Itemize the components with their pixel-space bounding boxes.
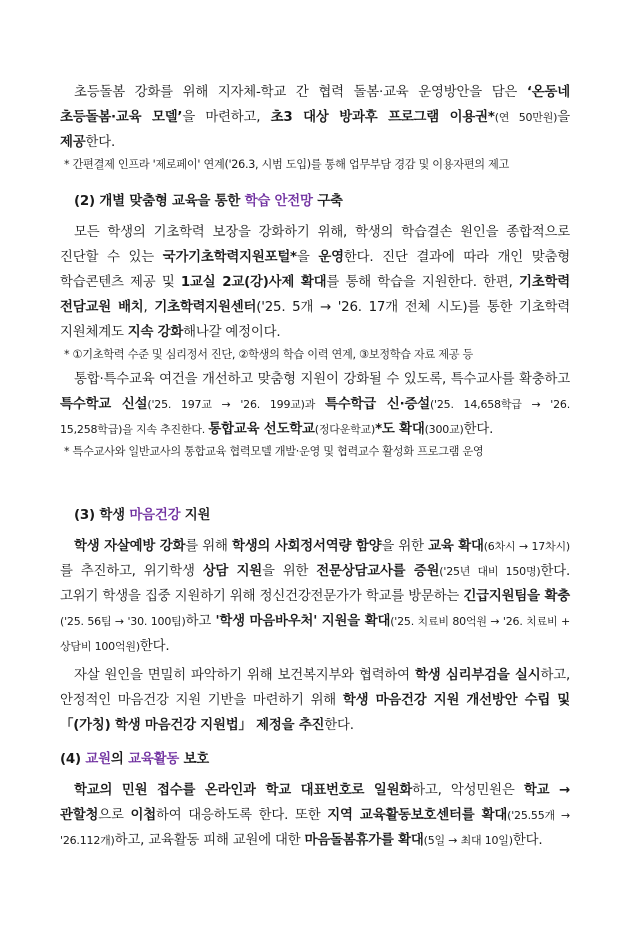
text-run: 으로 xyxy=(98,808,131,823)
section-heading-learning-safety-net xyxy=(60,190,570,214)
bold-run: 교육 확대 xyxy=(428,539,484,554)
bold-run: 학생 자살예방 강화 xyxy=(74,539,186,554)
bold-run: 학생의 사회정서역량 함양 xyxy=(231,539,382,554)
bold-run: '학생 마음바우처' 지원을 확대 xyxy=(215,614,391,629)
heading-text: 보호 xyxy=(179,752,209,767)
bold-run: 마음돌봄휴가를 확대 xyxy=(304,833,424,848)
bold-run: 기초학력지원센터 xyxy=(154,300,257,315)
small-run: ('25. 14,658학급 → '26. 15,258학급)을 지속 추진한다. xyxy=(60,398,571,436)
text-run: 초등돌봄 강화를 위해 지자체-학교 간 협력 돌봄·교육 운영방안을 담은 xyxy=(74,85,527,100)
heading-text: (3) 학생 xyxy=(74,508,130,523)
small-run: (정다운학교) xyxy=(314,423,376,436)
section-3 xyxy=(60,504,570,738)
small-run: ('25. 197교 → '26. 199교)과 xyxy=(147,398,325,411)
text-run: 한다. 진단 결과에 따라 개인 맞춤형 학습콘텐츠 제공 및 xyxy=(60,250,570,290)
text-run: 한다. xyxy=(512,833,543,848)
paragraph-special-education xyxy=(60,367,570,442)
text-run: 를 위해 xyxy=(185,539,232,554)
bold-run: 특수학급 신·증설 xyxy=(324,397,430,412)
text-run: 해나갈 예정이다. xyxy=(183,325,281,340)
bold-run: 기초학력 전담교원 배치 xyxy=(60,275,570,315)
text-run: 을 마련하고, xyxy=(182,110,271,125)
text-run: 하여 대응하도록 한다. 또한 xyxy=(155,808,328,823)
text-run: , xyxy=(143,300,155,315)
text-run: 을 위한 xyxy=(262,564,317,579)
footnote-zeropay: * 간편결제 인프라 '제로페이' 연계('26.3, 시범 도입)를 통해 업무부담 경감 및 이용자편의 제고 xyxy=(64,158,510,171)
text-run: 한다. xyxy=(85,135,116,150)
text-run: 를 추진하고, 위기학생 xyxy=(60,564,203,579)
paragraph-suicide-prevention xyxy=(60,534,570,659)
paragraph-after-school-care xyxy=(60,80,570,155)
text-run: 을 xyxy=(557,110,571,125)
bold-run: 초3 대상 방과후 프로그램 이용권* xyxy=(270,110,495,125)
bold-run: 상담 지원 xyxy=(202,564,263,579)
section-1 xyxy=(60,80,570,175)
bold-run: 긴급지원팀을 확충 xyxy=(463,589,570,604)
text-run: 한다. 고위기 학생을 집중 지원하기 위해 정신건강전문가가 학교를 방문하는 xyxy=(60,564,571,604)
text-run: 하고, 악성민원은 xyxy=(412,783,524,798)
paragraph-basic-literacy xyxy=(60,220,570,345)
footnote-inclusive-education: * 특수교사와 일반교사의 통합교육 협력모델 개발·운영 및 협력교수 활성화 프로그램 운영 xyxy=(64,445,484,458)
heading-text: 구축 xyxy=(312,194,343,209)
section-4 xyxy=(60,748,570,853)
small-run: ('25. 56팀 → '30. 100팀) xyxy=(60,615,186,628)
section-heading-mental-health xyxy=(60,504,570,528)
small-run: ('25. 치료비 80억원 → '26. 치료비 + 상담비 100억원) xyxy=(60,615,570,653)
bold-run: 이첩 xyxy=(130,808,156,823)
bold-run: 특수학교 신설 xyxy=(60,397,148,412)
paragraph-psychological-autopsy xyxy=(60,663,570,738)
text-run: 하고, 안정적인 마음건강 지원 기반을 마련하기 위해 xyxy=(60,668,570,708)
heading-text: 지원 xyxy=(180,508,211,523)
text-run: 모든 학생의 기초학력 보장을 강화하기 위해, 학생의 학습결손 원인을 종합적으로 진단할 수 있는 xyxy=(60,225,570,265)
bold-run: ‘온동네 초등돌봄·교육 모델’ xyxy=(60,85,570,125)
bold-run: 학교의 민원 접수를 온라인과 학교 대표번호로 일원화 xyxy=(74,783,413,798)
heading-highlight: 교원 xyxy=(85,752,111,767)
bold-run: 학교 → 관할청 xyxy=(60,783,570,823)
text-run: 하고 xyxy=(185,614,216,629)
heading-highlight: 학습 안전망 xyxy=(244,194,313,209)
text-run: 한다. xyxy=(463,422,494,437)
heading-highlight: 교육활동 xyxy=(128,752,180,767)
text-run: 통합·특수교육 여건을 개선하고 맞춤형 지원이 강화될 수 있도록, 특수교사를 확충하고 xyxy=(74,372,570,387)
text-run: 을 xyxy=(296,250,319,265)
small-run: (300교) xyxy=(424,423,464,436)
text-run: ('25. 5개 → '26. 17개 전체 시도)를 통한 기초학력 지원체계도 xyxy=(60,300,570,340)
text-run: 하고, 교육활동 피해 교원에 대한 xyxy=(114,833,305,848)
small-run: ('25.55개 → '26.112개) xyxy=(60,809,570,847)
bold-run: *도 확대 xyxy=(375,422,425,437)
bold-run: 국가기초학력지원포털* xyxy=(162,250,297,265)
heading-highlight: 마음건강 xyxy=(129,508,181,523)
bold-run: 지속 강화 xyxy=(127,325,184,340)
small-run: (연 50만원) xyxy=(494,111,558,124)
small-run: ('25년 대비 150명) xyxy=(439,565,541,578)
text-run: 한다. xyxy=(139,639,170,654)
small-run: (6차시 → 17차시) xyxy=(483,540,571,553)
small-run: (5일 → 최대 10일) xyxy=(423,834,513,847)
section-2 xyxy=(60,190,570,462)
bold-run: 전문상담교사를 증원 xyxy=(316,564,440,579)
heading-text: (2) 개별 맞춤형 교육을 통한 xyxy=(74,194,245,209)
bold-run: 통합교육 선도학교 xyxy=(208,422,315,437)
heading-text: (4) xyxy=(60,752,86,767)
section-heading-teacher-protection xyxy=(60,748,570,772)
footnote-literacy-portal: * ①기초학력 수준 및 심리정서 진단, ②학생의 학습 이력 연계, ③보정학습 자료 제공 등 xyxy=(64,348,474,361)
text-run: 을 위한 xyxy=(381,539,429,554)
bold-run: 학생 심리부검을 실시 xyxy=(414,668,541,683)
text-run: 한다. xyxy=(324,718,354,733)
bold-run: 1교실 2교(강)사제 확대 xyxy=(180,275,327,290)
heading-text: 의 xyxy=(110,752,129,767)
text-run: 를 통해 학습을 지원한다. 한편, xyxy=(326,275,520,290)
text-run: 자살 원인을 면밀히 파악하기 위해 보건복지부와 협력하여 xyxy=(74,668,415,683)
bold-run: 학생 마음건강 지원 개선방안 수립 및 「(가칭) 학생 마음건강 지원법」 제정을 추진 xyxy=(60,693,571,733)
bold-run: 운영 xyxy=(318,250,344,265)
paragraph-complaint-handling xyxy=(60,778,570,853)
bold-run: 제공 xyxy=(60,135,86,150)
bold-run: 지역 교육활동보호센터를 확대 xyxy=(327,808,508,823)
